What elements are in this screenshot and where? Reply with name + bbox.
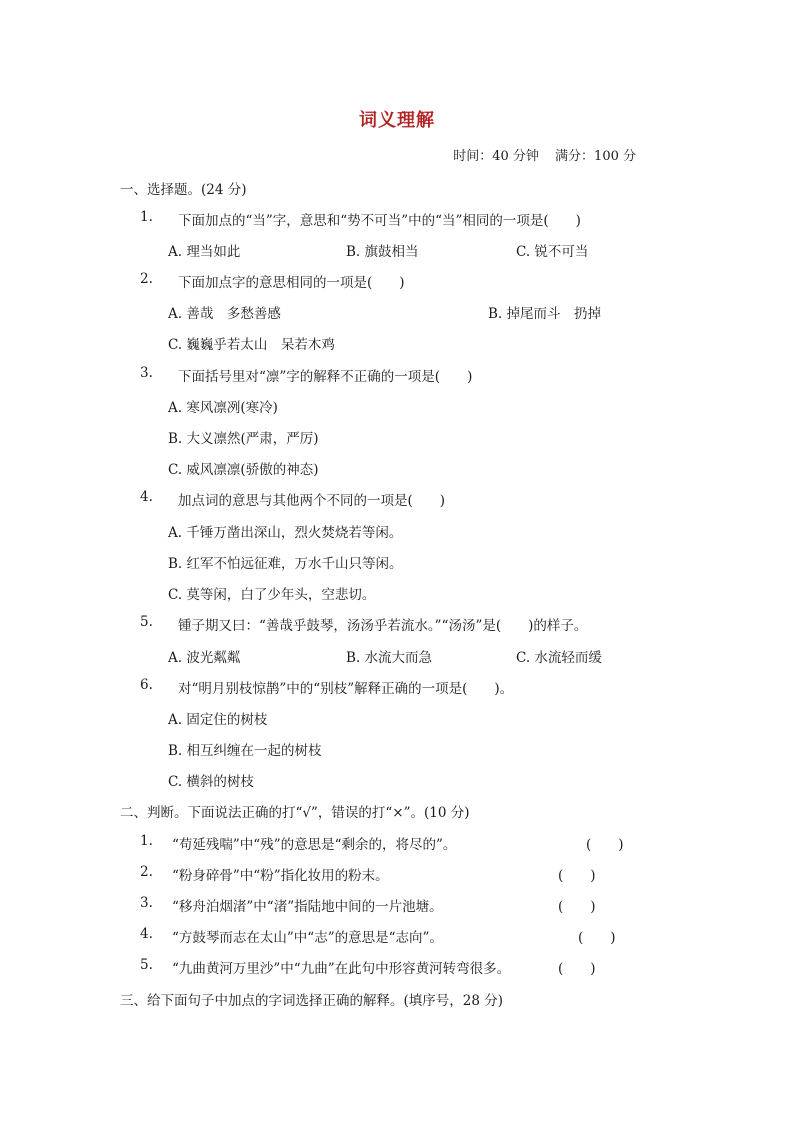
q1-option-c: C. 锐不可当 [516,244,589,260]
judge-2-text: “粉身碎骨”中“粉”指化妆用的粉末。 [172,868,389,884]
judge-4-blank: ( ) [578,930,616,946]
q4-option-a: A. 千锤万凿出深山，烈火焚烧若等闲。 [168,525,403,541]
q5-option-c: C. 水流轻而缓 [516,650,602,666]
page-title: 词义理解 [359,110,435,131]
q4-text: 加点词的意思与其他两个不同的一项是( ) [178,493,446,509]
q6-option-a: A. 固定住的树枝 [168,712,268,728]
judge-2-blank: ( ) [558,868,596,884]
judge-3-number: 3. [140,895,153,911]
q1-option-a: A. 理当如此 [168,244,241,260]
q1-text: 下面加点的“当”字，意思和“势不可当”中的“当”相同的一项是( ) [178,213,581,229]
q6-option-b: B. 相互纠缠在一起的树枝 [168,743,322,759]
exam-meta [441,145,636,164]
time-limit: 时间：40 分钟 [453,149,539,164]
q2-option-c: C. 巍巍乎若太山 呆若木鸡 [168,337,335,353]
judge-1-blank: ( ) [586,837,624,853]
judge-3-blank: ( ) [558,899,596,915]
judge-1-text: “苟延残喘”中“残”的意思是“剩余的，将尽的”。 [172,837,457,853]
q6-number: 6. [140,677,153,693]
q3-text: 下面括号里对“凛”字的解释不正确的一项是( ) [178,369,473,385]
judge-2-number: 2. [140,864,153,880]
q1-number: 1. [140,209,153,225]
q3-option-a: A. 寒风凛冽(寒冷) [168,400,278,416]
q2-number: 2. [140,271,153,287]
judge-5-number: 5. [140,957,153,973]
q3-number: 3. [140,365,153,381]
judge-4-text: “方鼓琴而志在太山”中“志”的意思是“志向”。 [172,930,443,946]
judge-4-number: 4. [140,926,153,942]
full-score: 满分：100 分 [555,149,636,164]
q2-option-b: B. 掉尾而斗 扔掉 [488,306,602,322]
q4-number: 4. [140,489,153,505]
q5-number: 5. [140,614,153,630]
section-1-heading: 一、选择题。(24 分) [120,182,247,198]
judge-1-number: 1. [140,833,153,849]
q3-option-c: C. 威风凛凛(骄傲的神态) [168,462,319,478]
q5-text: 锺子期又曰：“善哉乎鼓琴，汤汤乎若流水。”“汤汤”是( )的样子。 [178,618,588,634]
q5-option-a: A. 波光粼粼 [168,650,241,666]
q3-option-b: B. 大义凛然(严肃，严厉) [168,431,319,447]
judge-5-text: “九曲黄河万里沙”中“九曲”在此句中形容黄河转弯很多。 [172,961,511,977]
q2-text: 下面加点字的意思相同的一项是( ) [178,275,405,291]
q1-option-b: B. 旗鼓相当 [346,244,419,260]
section-2-heading: 二、判断。下面说法正确的打“√”，错误的打“×”。(10 分) [120,805,470,821]
q2-option-a: A. 善哉 多愁善感 [168,306,281,322]
q6-text: 对“明月别枝惊鹊”中的“别枝”解释正确的一项是( )。 [178,681,514,697]
section-3-heading: 三、给下面句子中加点的字词选择正确的解释。(填序号，28 分) [120,993,504,1009]
q4-option-b: B. 红军不怕远征难，万水千山只等闲。 [168,556,403,572]
q5-option-b: B. 水流大而急 [346,650,433,666]
judge-3-text: “移舟泊烟渚”中“渚”指陆地中间的一片池塘。 [172,899,443,915]
judge-5-blank: ( ) [558,961,596,977]
q4-option-c: C. 莫等闲，白了少年头，空悲切。 [168,587,376,603]
q6-option-c: C. 横斜的树枝 [168,774,254,790]
